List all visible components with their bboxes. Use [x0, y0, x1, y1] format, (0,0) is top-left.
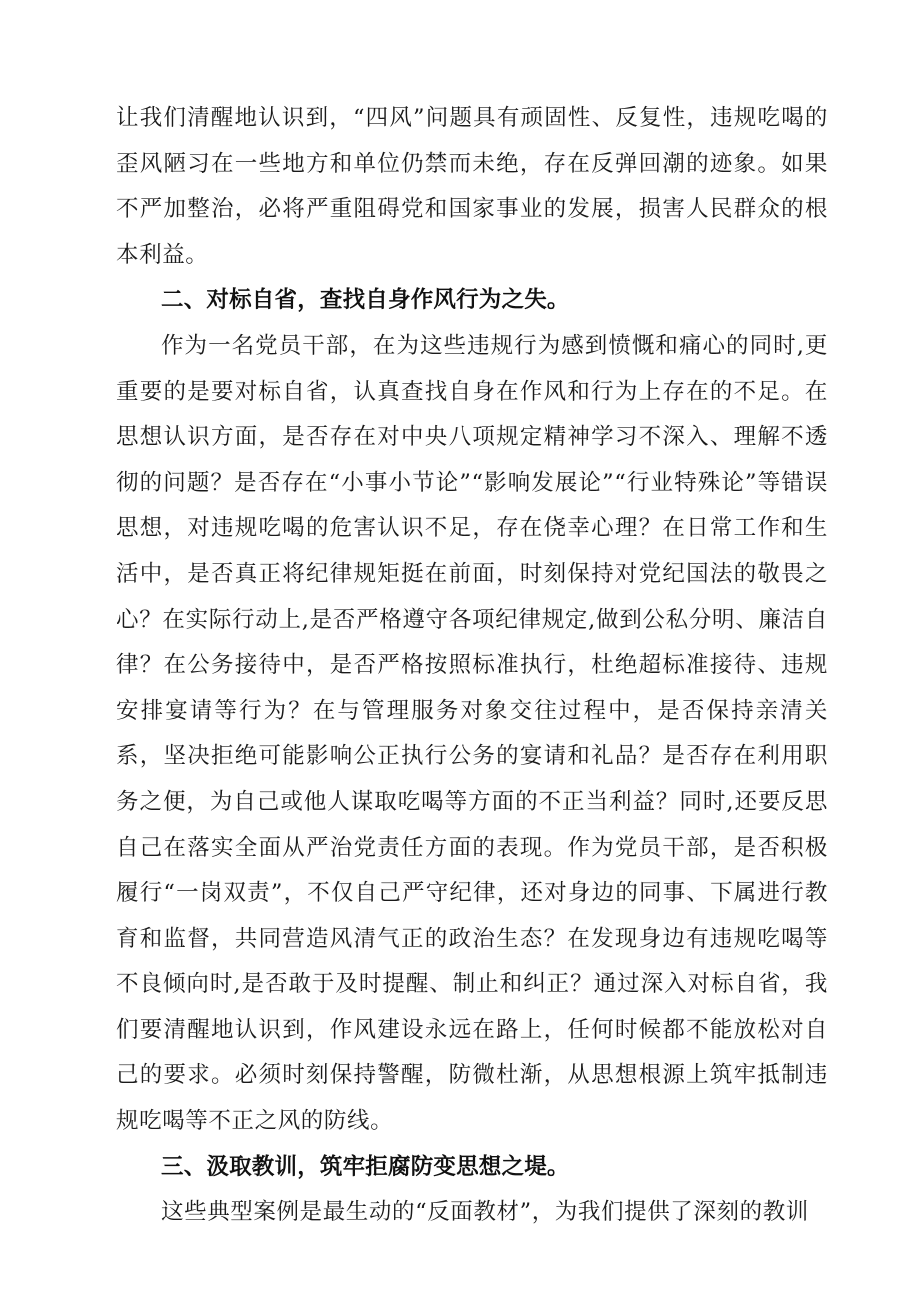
paragraph-continuation: 让我们清醒地认识到，“四风”问题具有顽固性、反复性，违规吃喝的歪风陋习在一些地方和单位仍禁而未绝，存在反弹回潮的迹象。如果不严加整治，必将严重阻碍党和国家事业的发展，损害人民群众的根本利益。 — [116, 105, 828, 268]
section-heading-2: 二、对标自省，查找自身作风行为之失。 — [161, 287, 570, 314]
paragraph-self-reflection: 作为一名党员干部，在为这些违规行为感到愤慨和痛心的同时,更重要的是要对标自省，认真查找自身在作风和行为上存在的不足。在思想认识方面，是否存在对中央八项规定精神学习不深入、理解不透彻的问题？是否存在“小事小节论”“影响发展论”“行业特殊论”等错误思想，对违规吃喝的危害认识不足，存在侥幸心理？在日常工作和生活中，是否真正将纪律规矩挺在前面，时刻保持对党纪国法的敬畏之心？在实际行动上,是否严格遵守各项纪律规定,做到公私分明、廉洁自律？在公务接待中，是否严格按照标准执行，杜绝超标准接待、违规安排宴请等行为？在与管理服务对象交往过程中，是否保持亲清关系，坚决拒绝可能影响公正执行公务的宴请和礼品？是否存在利用职务之便，为自己或他人谋取吃喝等方面的不正当利益？同时,还要反思自己在落实全面从严治党责任方面的表现。作为党员干部，是否积极履行“一岗双责”，不仅自己严守纪律，还对身边的同事、下属进行教育和监督，共同营造风清气正的政治生态？在发现身边有违规吃喝等不良倾向时,是否敢于及时提醒、制止和纠正？通过深入对标自省，我们要清醒地认识到，作风建设永远在路上，任何时候都不能放松对自己的要求。必须时刻保持警醒，防微杜渐，从思想根源上筑牢抵制违规吃喝等不正之风的防线。 — [116, 332, 828, 1135]
paragraph-lessons: 这些典型案例是最生动的“反面教材”，为我们提供了深刻的教训 — [161, 1199, 809, 1226]
section-heading-3: 三、汲取教训，筑牢拒腐防变思想之堤。 — [161, 1153, 570, 1180]
document-body — [116, 96, 828, 1236]
